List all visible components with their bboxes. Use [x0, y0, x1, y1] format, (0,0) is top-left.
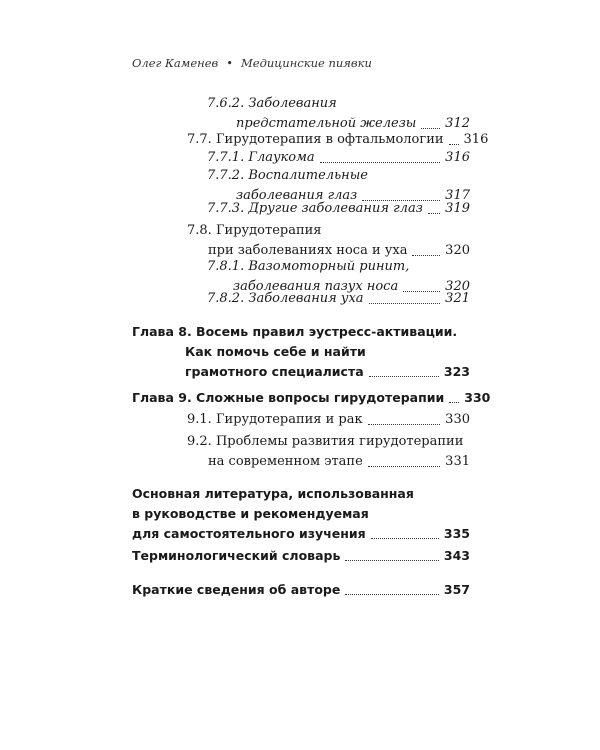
toc-entry-line: [132, 484, 470, 504]
dot-leader: [345, 594, 439, 595]
toc-entry-text: 7.7.1. Глаукома: [207, 150, 315, 165]
toc-page-number: 330: [464, 390, 491, 405]
toc-entry-text: заболевания пазух носа: [233, 279, 399, 294]
toc-page-number: 321: [445, 291, 470, 306]
toc-entry-line: [207, 148, 470, 168]
dot-leader: [371, 538, 439, 539]
toc-entry-line: [132, 504, 470, 524]
toc-entry-line: [187, 130, 489, 150]
toc-entry-text: 9.2. Проблемы развития гирудотерапии: [187, 434, 464, 449]
toc-entry-line: [132, 524, 470, 544]
toc-entry-text: для самостоятельного изучения: [132, 526, 366, 541]
dot-leader: [368, 466, 440, 467]
toc-entry-line: [132, 342, 470, 362]
toc-entry-line: [187, 432, 470, 452]
toc-page-number: 343: [443, 548, 470, 563]
toc-page-number: 319: [445, 201, 470, 216]
toc-entry-line: [207, 199, 470, 219]
toc-entry-line: [132, 546, 470, 566]
toc-entry-text: при заболеваниях носа и уха: [208, 243, 408, 258]
toc-entry-author[interactable]: [132, 580, 470, 600]
toc-entry-7-8-2[interactable]: [207, 289, 470, 309]
toc-entry-text: Основная литература, использованная: [132, 486, 414, 501]
toc-entry-text: грамотного специалиста: [185, 364, 364, 379]
toc-page-number: 317: [445, 188, 470, 203]
toc-entry-9-2[interactable]: [187, 432, 470, 472]
toc-page-number: 312: [445, 116, 470, 131]
dot-leader: [449, 144, 459, 145]
toc-entry-text: Как помочь себе и найти: [185, 344, 366, 359]
dot-leader: [369, 376, 439, 377]
toc-entry-text: на современном этапе: [208, 454, 363, 469]
toc-page-number: 331: [445, 454, 470, 469]
header-book-title: Медицинские пиявки: [241, 56, 372, 70]
toc-entry-7-8[interactable]: [187, 221, 470, 261]
toc-entry-text: 7.8. Гирудотерапия: [187, 223, 322, 238]
toc-entry-text: Краткие сведения об авторе: [132, 582, 341, 597]
toc-entry-line: [207, 94, 470, 114]
header-separator: •: [226, 56, 233, 70]
dot-leader: [412, 255, 440, 256]
toc-page-number: 330: [445, 412, 470, 427]
toc-page-number: 323: [443, 364, 470, 379]
toc-entry-7-7-1[interactable]: [207, 148, 470, 168]
dot-leader: [428, 213, 440, 214]
toc-entry-text: 7.7. Гирудотерапия в офтальмологии: [187, 132, 444, 147]
toc-entry-line: [187, 452, 470, 472]
toc-entry-text: Глава 9. Сложные вопросы гирудотерапии: [132, 390, 445, 405]
toc-entry-lit[interactable]: [132, 484, 470, 544]
dot-leader: [449, 402, 459, 403]
toc-entry-9-1[interactable]: [187, 410, 470, 430]
toc-entry-line: [132, 388, 491, 408]
dot-leader: [369, 303, 441, 304]
toc-entry-text: Терминологический словарь: [132, 548, 341, 563]
toc-entry-text: 9.1. Гирудотерапия и рак: [187, 412, 363, 427]
toc-page-number: 320: [445, 279, 470, 294]
toc-entry-text: 7.8.2. Заболевания уха: [207, 291, 364, 306]
toc-entry-line: [132, 580, 470, 600]
dot-leader: [421, 128, 440, 129]
dot-leader: [368, 424, 441, 425]
toc-entry-7-6-2[interactable]: [207, 94, 470, 134]
toc-entry-text: предстательной железы: [236, 116, 417, 131]
toc-page-number: 316: [463, 132, 489, 147]
toc-page-number: 357: [443, 582, 470, 597]
toc-entry-line: [132, 362, 470, 382]
toc-entry-7-7-3[interactable]: [207, 199, 470, 219]
toc-page-number: 335: [443, 526, 470, 541]
toc-entry-line: [207, 289, 470, 309]
toc-entry-text: 7.6.2. Заболевания: [207, 96, 337, 111]
toc-entry-ch9[interactable]: [132, 388, 491, 408]
dot-leader: [345, 560, 439, 561]
toc-entry-text: в руководстве и рекомендуемая: [132, 506, 369, 521]
toc-entry-line: [132, 322, 470, 342]
toc-page-number: 320: [445, 243, 470, 258]
toc-entry-gloss[interactable]: [132, 546, 470, 566]
toc-entry-text: Глава 8. Восемь правил эустресс-активации.: [132, 324, 458, 339]
toc-entry-line: [207, 257, 470, 277]
toc-entry-7-7[interactable]: [187, 130, 489, 150]
toc-entry-text: 7.8.1. Вазомоторный ринит,: [207, 259, 410, 274]
toc-entry-text: 7.7.3. Другие заболевания глаз: [207, 201, 423, 216]
running-header: [132, 56, 372, 70]
toc-entry-line: [187, 221, 470, 241]
toc-entry-text: заболевания глаз: [236, 188, 358, 203]
header-author: Олег Каменев: [132, 56, 219, 70]
toc-entry-ch8[interactable]: [132, 322, 470, 382]
toc-entry-line: [187, 410, 470, 430]
toc-page-number: 316: [445, 150, 470, 165]
dot-leader: [320, 162, 441, 163]
toc-entry-text: 7.7.2. Воспалительные: [207, 168, 368, 183]
toc-entry-line: [207, 166, 470, 186]
